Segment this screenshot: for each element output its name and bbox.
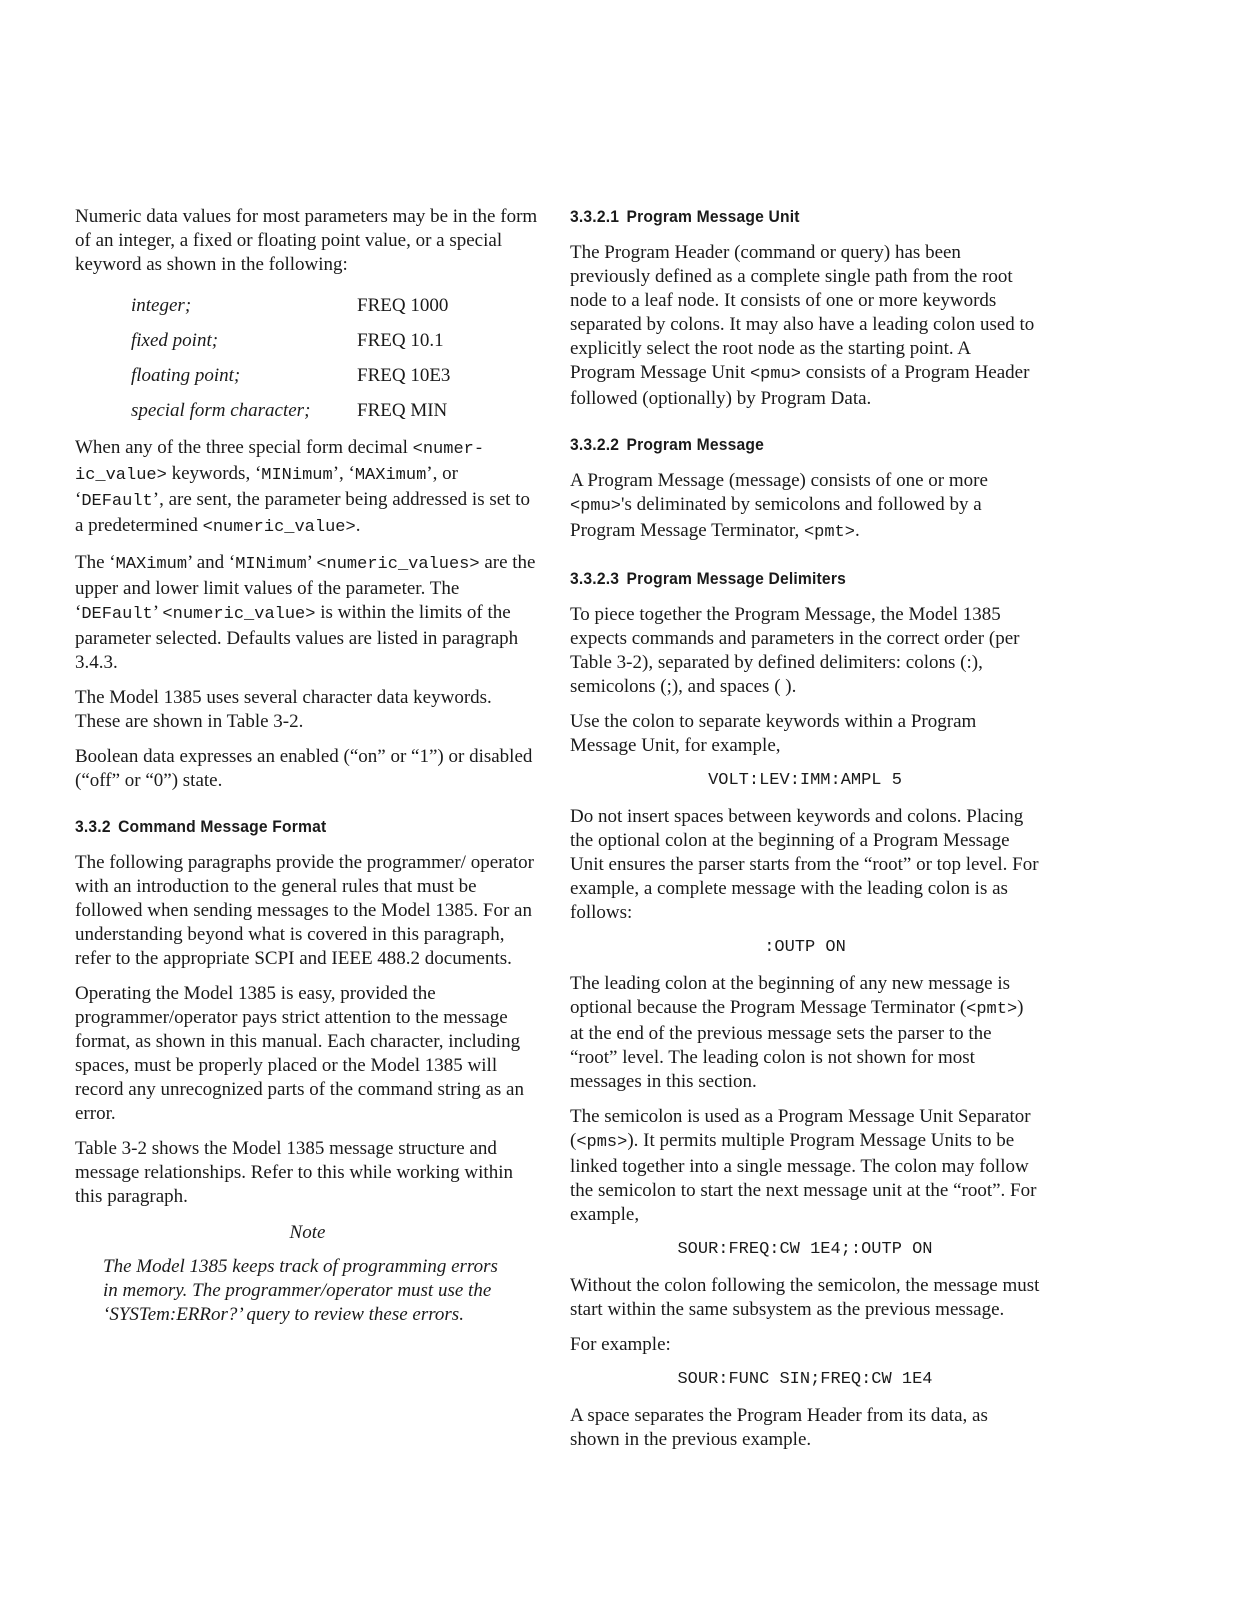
example-value: FREQ 10.1 [357, 329, 444, 351]
example-value: FREQ 10E3 [357, 364, 451, 386]
intro-paragraph: The following paragraphs provide the programmer/ operator with an introduction to the general rules that must be followed when sending messages to the Model 1385. For an understanding beyond what is covered in this paragraph, refer to the appropriate SCPI and IEEE 488.2 documents. [75, 852, 535, 969]
code-example: :OUTP ON [764, 938, 846, 957]
code-example: SOUR:FUNC SIN;FREQ:CW 1E4 [677, 1370, 933, 1389]
note-body: The Model 1385 keeps track of programming errors in memory. The programmer/operator must use the ‘SYSTem:ERRor?’ query to review these errors. [103, 1256, 498, 1325]
code-example: VOLT:LEV:IMM:AMPL 5 [708, 771, 902, 790]
boolean-data-paragraph: Boolean data expresses an enabled (“on” or “1”) or disabled (“off” or “0”) state. [75, 746, 533, 791]
section-heading-3-3-2-3: 3.3.2.3 Program Message Delimiters [570, 569, 846, 588]
example-label: integer; [131, 294, 192, 316]
character-data-paragraph: The Model 1385 uses several character data keywords. These are shown in Table 3-2. [75, 687, 492, 732]
operating-paragraph: Operating the Model 1385 is easy, provided the programmer/operator pays strict attention to the message format, as shown in this manual. Each character, including spaces, must be properly placed or the Model 1385 will record any unrecognized parts of the command string as an error. [75, 983, 524, 1124]
same-subsystem-paragraph: Without the colon following the semicolon, the message must start within the same subsystem as the previous message. [570, 1275, 1040, 1320]
section-heading-3-3-2: 3.3.2 Command Message Format [75, 817, 327, 836]
leading-colon-paragraph: Do not insert spaces between keywords and colons. Placing the optional colon at the beginning of a Program Message Unit ensures the parser starts from the “root” or top level. For example, a complete message with the leading colon is as follows: [570, 806, 1039, 923]
optional-colon-paragraph: The leading colon at the beginning of any new message is optional because the Program Message Terminator (<pmt>) at the end of the previous message sets the parser to the “root” level. The leading colon is not shown for most messages in this section. [570, 973, 1024, 1092]
example-row [75, 358, 540, 393]
section-heading-3-3-2-2: 3.3.2.2 Program Message [570, 435, 764, 454]
right-column [570, 205, 1040, 1463]
delimiters-paragraph: To piece together the Program Message, the Model 1385 expects commands and parameters in the correct order (per Table 3-2), separated by defined delimiters: colons (:), semicolons (;), and spaces ( ). [570, 604, 1020, 697]
table-reference-paragraph: Table 3-2 shows the Model 1385 message structure and message relationships. Refer to this while working within this paragraph. [75, 1138, 513, 1207]
example-label: floating point; [131, 364, 241, 386]
for-example-label: For example: [570, 1334, 671, 1355]
limit-values-paragraph: The ‘MAXimum’ and ‘MINimum’ <numeric_values> are the upper and lower limit values of the parameter. The ‘DEFault’ <numeric_value> is within the limits of the parameter selected. Defaults values are listed in paragraph 3.4.3. [75, 552, 536, 673]
example-row [75, 323, 540, 358]
example-label: fixed point; [131, 329, 219, 351]
example-value: FREQ 1000 [357, 294, 449, 316]
program-message-unit-paragraph: The Program Header (command or query) has been previously defined as a complete single path from the root node to a leaf node. It consists of one or more keywords separated by colons. It may also have a leading colon used to explicitly select the root node as the starting point. A Program Message Unit <pmu> consists of a Program Header followed (optionally) by Program Data. [570, 242, 1035, 409]
example-label: special form character; [131, 399, 311, 421]
example-row [75, 288, 540, 323]
left-column [75, 205, 540, 1327]
note-title: Note [289, 1222, 326, 1243]
special-form-paragraph: When any of the three special form decimal <numer-ic_value> keywords, ‘MINimum’, ‘MAXimum’, or ‘DEFault’, are sent, the parameter being addressed is set to a predetermined <numeric_value>. [75, 437, 530, 537]
code-example: SOUR:FREQ:CW 1E4;:OUTP ON [677, 1240, 933, 1259]
program-message-paragraph: A Program Message (message) consists of one or more <pmu>'s deliminated by semicolons and followed by a Program Message Terminator, <pmt>. [570, 470, 988, 542]
semicolon-paragraph: The semicolon is used as a Program Message Unit Separator (<pms>). It permits multiple Program Message Units to be linked together into a single message. The colon may follow the semicolon to start the next message unit at the “root”. For example, [570, 1106, 1037, 1225]
example-value: FREQ MIN [357, 399, 448, 421]
colon-usage-paragraph: Use the colon to separate keywords within a Program Message Unit, for example, [570, 711, 977, 756]
section-heading-3-3-2-1: 3.3.2.1 Program Message Unit [570, 207, 800, 226]
space-separator-paragraph: A space separates the Program Header from its data, as shown in the previous example. [570, 1405, 988, 1450]
example-row [75, 393, 540, 428]
numeric-data-paragraph: Numeric data values for most parameters may be in the form of an integer, a fixed or floating point value, or a special keyword as shown in the following: [75, 206, 538, 275]
numeric-examples-list [75, 288, 540, 428]
